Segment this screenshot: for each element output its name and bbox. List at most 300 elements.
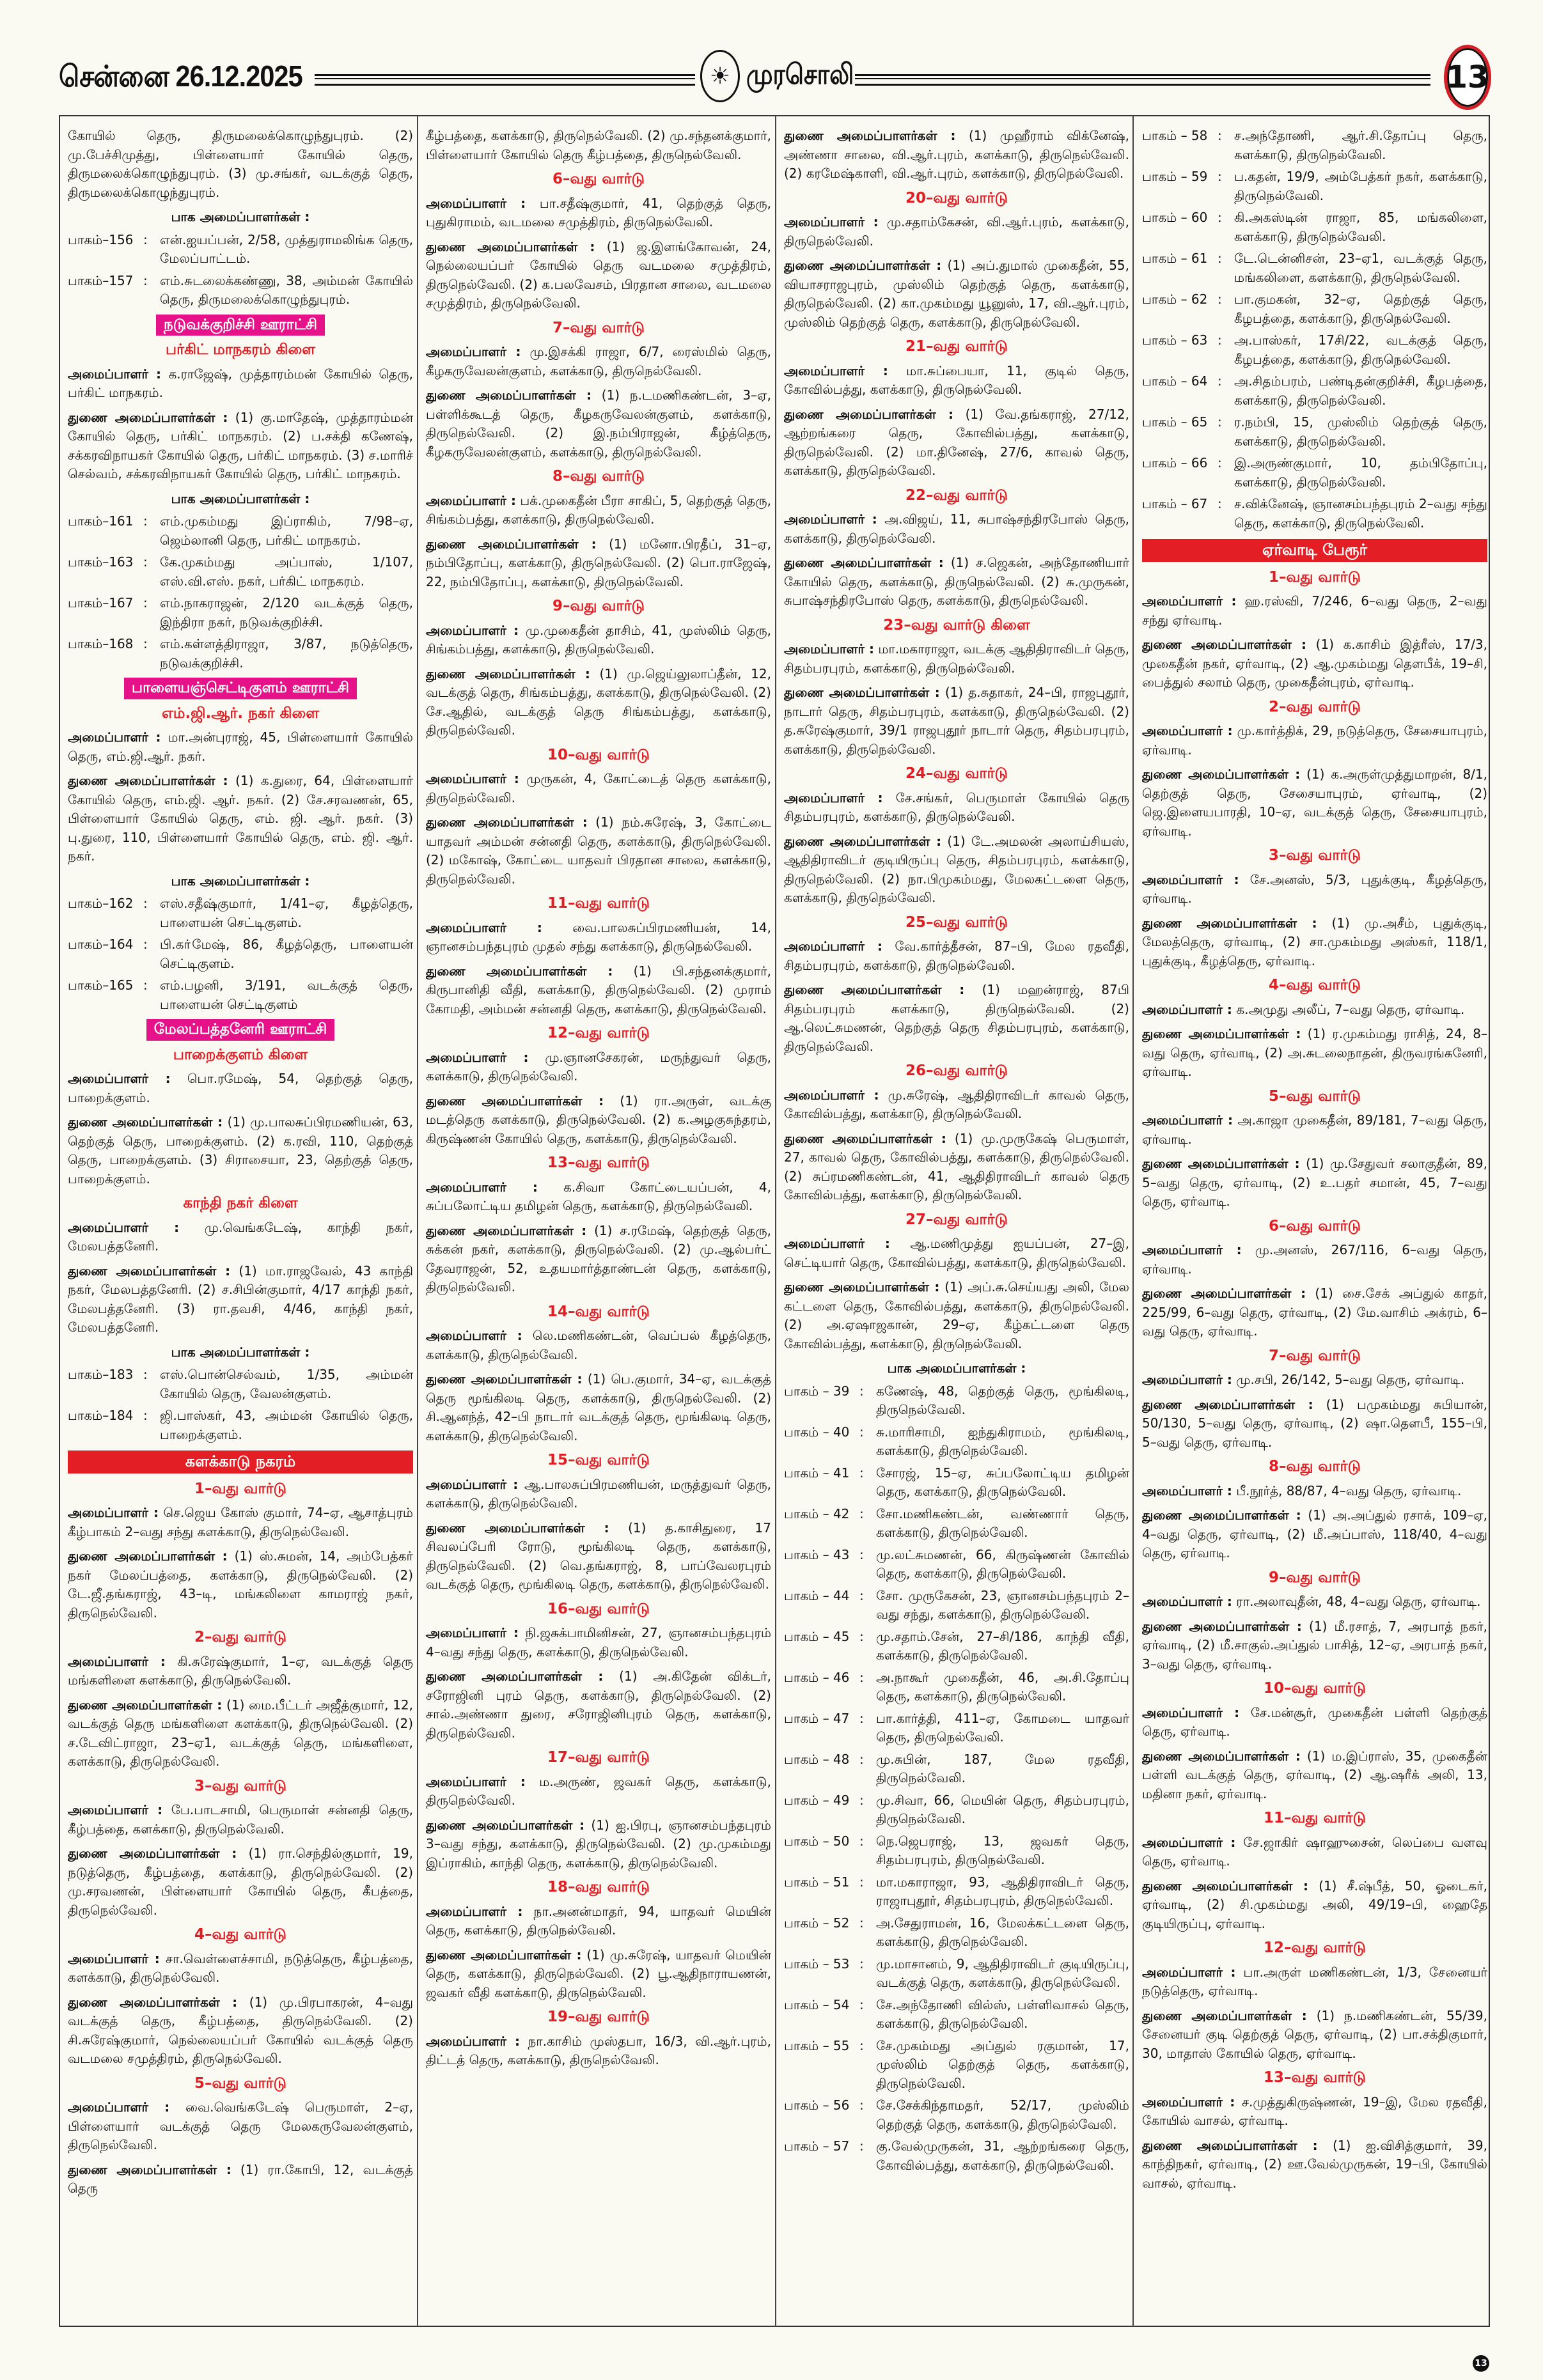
entry-paragraph	[1142, 1284, 1487, 1341]
entry-text: மு.வெங்கடேஷ், காந்தி நகர், மேலபத்தனேரி.	[68, 1219, 413, 1254]
panchayat-badge: பாளையஞ்செட்டிகுளம் ஊராட்சி	[124, 678, 357, 699]
booth-label: பாகம் – 44	[784, 1587, 850, 1603]
role-label: துணை அமைப்பாளர்கள் :	[426, 1947, 582, 1963]
ward-heading: 27–வது வார்டு	[905, 1211, 1008, 1228]
entry-paragraph	[784, 127, 1129, 183]
separator-colon: :	[859, 2097, 864, 2113]
entry-paragraph	[1142, 722, 1487, 759]
ward-heading: 17–வது வார்டு	[547, 1749, 650, 1766]
ward-heading: காந்தி நகர் கிளை	[183, 1195, 298, 1211]
entry-text: (1) மீ.ரசாத், 7, அரபாத் நகர், ஏர்வாடி, (2) மீ.சாகுல்.அப்துல் பாசித், 12–ஏ, அரபாத் நகர், 3–வது தெரு, ஏர்வாடி.	[1142, 1618, 1487, 1672]
separator-colon: :	[1218, 128, 1222, 143]
booth-entry	[68, 594, 413, 632]
booth-entry	[784, 1709, 1129, 1747]
entry-paragraph	[426, 535, 771, 592]
separator-colon: :	[859, 1915, 864, 1931]
ward-heading: 12–வது வார்டு	[547, 1025, 650, 1041]
entry-paragraph	[68, 365, 413, 403]
entry-text: (1) மா.ராஜவேல், 43 காந்தி நகர், மேலபத்தனேரி. (2) ச.சிபின்குமார், 4/17 காந்தி நகர், மேலபத்தனேரி. (3) ரா.தவசி, 4/46, காந்தி நகர், மேலபத்தனேரி.	[68, 1263, 413, 1335]
ward-heading: 26–வது வார்டு	[905, 1062, 1008, 1079]
separator-colon: :	[859, 2138, 864, 2154]
entry-paragraph	[426, 194, 771, 232]
ward-heading: 22–வது வார்டு	[905, 486, 1008, 504]
entry-paragraph	[1142, 1617, 1487, 1674]
section-banner: களக்காடு நகரம்	[68, 1451, 413, 1474]
entry-text: (1) நம்.சுரேஷ், 3, கோட்டை யாதவர் அம்மன் சன்னதி தெரு, களக்காடு, திருநெல்வேலி. (2) மகாேஷ், கோட்டை யாதவர் பிரதான சாலை, களக்காடு, திருநெல்வேலி.	[426, 814, 771, 887]
ward-heading: 9–வது வார்டு	[1268, 1569, 1361, 1586]
booth-entry	[784, 1873, 1129, 1911]
booth-label: பாகம்–165	[68, 977, 134, 993]
ward-heading: 16–வது வார்டு	[547, 1600, 650, 1617]
booth-entry	[68, 512, 413, 550]
ward-heading: 13–வது வார்டு	[1263, 2069, 1367, 2086]
separator-colon: :	[1218, 455, 1222, 471]
role-label: துணை அமைப்பாளர்கள் :	[784, 1130, 946, 1146]
booth-entry	[1142, 372, 1487, 410]
role-label: துணை அமைப்பாளர்கள் :	[426, 963, 613, 979]
role-label: அமைப்பாளர் :	[68, 1802, 163, 1817]
entry-paragraph	[1142, 635, 1487, 692]
booth-text: சே.சேக்கிந்தாமதர், 52/17, முஸ்லிம் தெற்குத் தெரு, களக்காடு, திருநெல்வேலி.	[876, 2097, 1129, 2132]
separator-colon: :	[859, 1751, 864, 1767]
role-label: துணை அமைப்பாளர்கள் :	[68, 1263, 231, 1279]
entry-paragraph	[426, 1475, 771, 1513]
role-label: அமைப்பாளர் :	[426, 771, 519, 786]
entry-paragraph	[426, 1092, 771, 1149]
entry-paragraph	[784, 937, 1129, 975]
entry-text: (1) ஐ.விசித்குமார், 39, காந்திநகர், ஏர்வாடி, (2) ஊ.வேல்முருகன், 19–பி, கோயில் வாசல், ஏர்வாடி.	[1142, 2137, 1487, 2191]
role-label: துணை அமைப்பாளர்கள் :	[1142, 2007, 1307, 2023]
booth-label: பாகம் – 53	[784, 1956, 850, 1972]
entry-paragraph	[68, 728, 413, 766]
entry-text: பா.அருள் மணிகண்டன், 1/3, சேனையர் நடுத்தெரு, ஏர்வாடி.	[1142, 1964, 1487, 1998]
booth-label: பாகம் – 65	[1142, 414, 1208, 430]
role-label: துணை அமைப்பாளர்கள் :	[1142, 1396, 1313, 1412]
role-label: துணை அமைப்பாளர்கள் :	[426, 1520, 609, 1536]
rising-sun-emblem-icon: ☀	[700, 50, 740, 102]
entry-text: (1) பமுகம்மது சுபியான், 50/130, 5–வது தெரு, ஏர்வாடி, (2) ஷா.தௌபீ, 155–பி, 5–வது தெரு, ஏர்வாடி.	[1142, 1396, 1487, 1450]
role-label: அமைப்பாளர் :	[784, 362, 888, 378]
entry-text: (1) சீ.ஷ்பீத், 50, ஓடைகர், ஏர்வாடி, (2) சி.முகம்மது அலி, 49/19–பி, ஹைதே குடியிருப்பு, ஏர்வாடி.	[1142, 1878, 1487, 1931]
role-label: துணை அமைப்பாளர்கள் :	[1142, 1748, 1301, 1764]
role-label: அமைப்பாளர் :	[426, 1476, 519, 1492]
entry-paragraph	[426, 1048, 771, 1086]
role-label: அமைப்பாளர் :	[784, 214, 879, 229]
booth-text: பா.குமகன், 32–ஏ, தெற்குத் தெரு, கீழபத்தை, களக்காடு, திருநெல்வேலி.	[1234, 292, 1487, 326]
entry-text: வை.வெங்கடேஷ் பெருமாள், 2–ஏ, பிள்ளையார் வடக்குத் தெரு மேலகருவேலன்குளம், திருநெல்வேலி.	[68, 2099, 413, 2152]
entry-paragraph	[1142, 914, 1487, 971]
role-label: அமைப்பாளர் :	[426, 492, 516, 508]
entry-paragraph	[426, 1902, 771, 1940]
booth-entry	[784, 1382, 1129, 1420]
entry-paragraph	[784, 554, 1129, 611]
booth-entry	[784, 1587, 1129, 1624]
booth-label: பாகம் – 54	[784, 1996, 850, 2012]
entry-paragraph	[1142, 1155, 1487, 1211]
ward-heading: 8–வது வார்டு	[552, 468, 645, 485]
entry-paragraph	[426, 1326, 771, 1364]
booth-entry	[784, 1750, 1129, 1788]
panchayat-badge: மேலப்பத்தனேரி ஊராட்சி	[146, 1019, 335, 1041]
separator-colon: :	[859, 1996, 864, 2012]
separator-colon: :	[1218, 373, 1222, 389]
role-label: துணை அமைப்பாளர்கள் :	[68, 409, 228, 425]
booth-entry	[784, 1423, 1129, 1461]
entry-text: பொ.ரமேஷ், 54, தெற்குத் தெரு, பாறைக்குளம்.	[68, 1071, 413, 1105]
entry-paragraph	[426, 492, 771, 529]
booth-text: மா.மகாராஜா, 93, ஆதிதிராவிடர் தெரு, ராஜாபுதூர், சிதம்பரபுரம், திருநெல்வேலி.	[876, 1874, 1129, 1908]
ward-heading: 8–வது வார்டு	[1268, 1458, 1361, 1475]
entry-paragraph	[68, 2161, 413, 2198]
booth-text: பி.கா்மேஷ், 86, கீழத்தெரு, பாளையன் செட்டிகுளம்.	[160, 937, 413, 971]
ward-heading: 18–வது வார்டு	[547, 1879, 650, 1895]
entry-paragraph	[784, 981, 1129, 1056]
booth-entry	[68, 553, 413, 591]
ward-heading: 3–வது வார்டு	[194, 1777, 287, 1794]
booth-text: மு.சதாம்.சேன், 27–சி/186, காந்தி வீதி, களக்காடு, திருநெல்வேலி.	[876, 1628, 1129, 1663]
ward-heading: பர்கிட் மாநகரம் கிளை	[165, 341, 316, 358]
role-label: துணை அமைப்பாளர்கள் :	[426, 1093, 604, 1108]
booth-label: பாகம் – 48	[784, 1751, 850, 1767]
role-label: துணை அமைப்பாளர்கள் :	[784, 685, 940, 700]
entry-text: அ.விஜய், 11, சுபாஷ்சந்திரபோஸ் தெரு, களக்காடு, திருநெல்வேலி.	[784, 511, 1129, 546]
separator-colon: :	[1218, 210, 1222, 225]
separator-colon: :	[859, 1956, 864, 1972]
role-label: அமைப்பாளர் :	[426, 1773, 526, 1789]
entry-paragraph	[68, 1653, 413, 1690]
entry-text: (1) மு.அசீம், புதுக்குடி, மேலத்தெரு, ஏர்வாடி, (2) சா.முகம்மது அஸ்கர், 118/1, புதுக்குடி, கீழத்தெரு, ஏர்வாடி.	[1142, 915, 1487, 968]
role-label: துணை அமைப்பாளர்கள் :	[784, 555, 944, 570]
role-label: அமைப்பாளர் :	[1142, 1372, 1232, 1387]
booth-entry	[784, 1996, 1129, 2034]
entry-text: (1) ர.முகம்மது ராசித், 24, 8–வது தெரு, ஏர்வாடி, (2) அ.சுடலைநாதன், திருவரங்கனேரி, ஏர்வாடி.	[1142, 1026, 1487, 1079]
entry-text: (1) முஹீராம் விக்னேஷ், அண்ணா சாலை, வி.ஆர்.புரம், களக்காடு, திருநெல்வேலி. (2) கரமேஷ்காளி, வி.ஆர்.புரம், களக்காடு, திருநெல்வேலி.	[784, 128, 1129, 181]
entry-paragraph	[784, 1234, 1129, 1272]
booth-entry	[784, 1955, 1129, 1993]
booth-label: பாகம்–164	[68, 937, 134, 952]
entry-paragraph	[426, 1773, 771, 1810]
booth-label: பாகம் – 42	[784, 1505, 850, 1521]
entry-text: சே.மன்சூர், முகைதீன் பள்ளி தெற்குத் தெரு, ஏர்வாடி.	[1142, 1704, 1487, 1739]
entry-text: (1) மஹன்ராஜ், 87பி சிதம்பரபுரம் களக்காடு, திருநெல்வேலி. (2) ஆ.லெட்சுமணன், தெற்குத் தெரு சிதம்பரபுரம், களக்காடு, திருநெல்வேலி.	[784, 982, 1129, 1054]
ward-heading: 5–வது வார்டு	[194, 2074, 287, 2092]
booth-entry	[1142, 331, 1487, 369]
entry-text: பே.பாடசாமி, பெருமாள் சன்னதி தெரு, கீழ்பத்தை, களக்காடு, திருநெல்வேலி.	[68, 1802, 413, 1837]
ward-heading: 20–வது வார்டு	[905, 189, 1008, 206]
ward-heading: 6–வது வார்டு	[552, 171, 645, 187]
ward-heading: பாறைக்குளம் கிளை	[173, 1046, 308, 1063]
role-label: அமைப்பாளர் :	[68, 1071, 171, 1086]
entry-text: (1) அப்.சு.செய்யது அலி, மேல கட்டளை தெரு, கோவில்பத்து, களக்காடு, திருநெல்வேலி. (2) அ.ஏஷாஜகான், 29–ஏ, கீழ்கட்டளை தெரு கோவில்பத்து, களக்காடு, திருநெல்வேலி.	[784, 1279, 1129, 1351]
role-label: அமைப்பாளர் :	[426, 1179, 538, 1195]
ward-heading: 11–வது வார்டு	[547, 895, 650, 912]
booth-entry	[784, 1914, 1129, 1952]
entry-paragraph	[426, 1370, 771, 1445]
separator-colon: :	[859, 1383, 864, 1399]
entry-paragraph	[426, 238, 771, 313]
entry-paragraph	[784, 510, 1129, 548]
entry-text: (1) பி.சந்தனக்குமார், கிருபானிதி வீதி, களக்காடு, திருநெல்வேலி. (2) முராம் கோமதி, அம்மன் சன்னதி தெரு, களக்காடு, திருநெல்வேலி.	[426, 963, 771, 1016]
role-label: அமைப்பாளர் :	[68, 1505, 159, 1520]
entry-paragraph	[1142, 2093, 1487, 2131]
booth-text: எம்.முகம்மது இப்ராகிம், 7/98–ஏ, ஜெம்லானி தெரு, பர்கிட் மாநகரம்.	[160, 513, 413, 548]
entry-paragraph	[1142, 1704, 1487, 1741]
role-label: அமைப்பாளர் :	[1142, 1594, 1232, 1609]
booth-text: சோ. முருகேசன், 23, ஞானசம்பந்தபுரம் 2–வது சந்து, களக்காடு, திருநெல்வேலி.	[876, 1587, 1129, 1622]
entry-paragraph	[68, 1844, 413, 1920]
role-label: அமைப்பாளர் :	[426, 195, 526, 211]
booth-text: ஜி.பாஸ்கர், 43, அம்மன் கோயில் தெரு, பாறைக்குளம்.	[160, 1408, 413, 1442]
separator-colon: :	[143, 554, 148, 570]
entry-paragraph	[1142, 1963, 1487, 2001]
booth-entry	[1142, 413, 1487, 451]
ward-heading: 3–வது வார்டு	[1268, 847, 1361, 864]
edition-date: சென்னை 26.12.2025	[59, 59, 302, 93]
entry-paragraph	[784, 683, 1129, 759]
role-label: அமைப்பாளர் :	[1142, 871, 1239, 887]
entry-paragraph	[426, 386, 771, 462]
role-label: துணை அமைப்பாளர்கள் :	[1142, 915, 1317, 931]
entry-text: சே.சங்கர், பெருமாள் கோயில் தெரு சிதம்பரபுரம், களக்காடு, திருநெல்வேலி.	[784, 789, 1129, 824]
booth-text: ச.விக்னேஷ், ஞானசம்பந்தபுரம் 2–வது சந்து தெரு, களக்காடு, திருநெல்வேலி.	[1234, 496, 1487, 531]
booth-text: கி.அகஸ்டின் ராஜா, 85, மங்கலிளை, களக்காடு, திருநெல்வேலி.	[1234, 210, 1487, 244]
role-label: அமைப்பாளர் :	[68, 1950, 160, 1966]
separator-colon: :	[859, 1874, 864, 1890]
entry-text: மு.சதாம்கேசன், வி.ஆர்.புரம், களக்காடு, திருநெல்வேலி.	[784, 214, 1129, 249]
separator-colon: :	[143, 595, 148, 611]
role-label: அமைப்பாளர் :	[1142, 1704, 1240, 1720]
entry-text: ம.அருண், ஜவகர் தெரு, களக்காடு, திருநெல்வேலி.	[426, 1773, 771, 1808]
separator-colon: :	[143, 977, 148, 993]
entry-text: (1) மு.ஜெய்லுலாப்தீன், 12, வடக்குத் தெரு, சிங்கம்பத்து, களக்காடு, திருநெல்வேலி. (2) சே.ஆதில், வடக்குத் தெரு சிங்கம்பத்து, களக்காடு, திருநெல்வேலி.	[426, 665, 771, 738]
entry-paragraph	[1142, 1833, 1487, 1871]
ward-heading: 10–வது வார்டு	[547, 746, 650, 763]
role-label: துணை அமைப்பாளர்கள் :	[1142, 2137, 1318, 2153]
entry-paragraph	[68, 1262, 413, 1337]
booth-label: பாகம் – 40	[784, 1424, 850, 1440]
separator-colon: :	[1218, 414, 1222, 430]
separator-colon: :	[859, 1505, 864, 1521]
section-banner: ஏர்வாடி பேரூர்	[1142, 539, 1487, 562]
booth-label: பாகம் – 55	[784, 2037, 850, 2053]
entry-text: (1) மு.பாலசுப்பிரமணியன், 63, தெற்குத் தெரு, பாறைக்குளம். (2) க.ரவி, 110, தெற்குத் தெரு, பாறைக்குளம். (3) சிராசையா, 23, தெற்குத் தெரு, பாறைக்குளம்.	[68, 1114, 413, 1186]
ward-heading: 24–வது வார்டு	[905, 765, 1008, 782]
role-label: துணை அமைப்பாளர்கள் :	[426, 1668, 604, 1684]
entry-paragraph	[1142, 2007, 1487, 2064]
entry-paragraph	[784, 640, 1129, 678]
entry-text: ஹ.ரஸ்வி, 7/246, 6–வது தெரு, 2–வது சந்து ஏர்வாடி.	[1142, 593, 1487, 628]
booth-entry	[68, 231, 413, 268]
paper-logo	[700, 50, 873, 102]
role-label: துணை அமைப்பாளர்கள் :	[1142, 1878, 1308, 1894]
ward-heading: 1–வது வார்டு	[1268, 568, 1361, 586]
header-rule	[315, 74, 695, 86]
entry-text: சே.அனஸ், 5/3, புதுக்குடி, கீழத்தெரு, ஏர்வாடி.	[1142, 871, 1487, 906]
entry-paragraph	[426, 1667, 771, 1743]
entry-text: (1) க.துரை, 64, பிள்ளையார் கோயில் தெரு, எம்.ஜி. ஆர். நகர். (2) சே.சரவணன், 65, பிள்ளையார் கோயில் தெரு, எம். ஜி. ஆர். நகர். (3) பு.துரை, 110, பிள்ளையார் கோயில் தெரு, எம். ஜி. ஆர். நகர்.	[68, 773, 413, 864]
booth-label: பாகம்–157	[68, 272, 134, 288]
entry-text: செ.ஜெய கோஸ் குமார், 74–ஏ, ஆசாத்புரம் கீழ்பாகம் 2–வது சந்து களக்காடு, திருநெல்வேலி.	[68, 1505, 413, 1539]
entry-paragraph	[784, 1086, 1129, 1124]
booth-label: பாகம் – 49	[784, 1792, 850, 1808]
booth-label: பாகம்–184	[68, 1408, 134, 1423]
entry-paragraph	[1142, 1506, 1487, 1563]
ward-heading: எம்.ஜி.ஆர். நகர் கிளை	[161, 704, 319, 722]
booth-label: பாகம் – 56	[784, 2097, 850, 2113]
ward-heading: 4–வது வார்டு	[1268, 977, 1361, 993]
role-label: துணை அமைப்பாளர்கள் :	[68, 1114, 223, 1130]
booth-text: எம்.நாகராஜன், 2/120 வடக்குத் தெரு, இந்திரா நகர், நடுவக்குறிச்சி.	[160, 595, 413, 630]
entry-text: (1) மனோ.பிரதீப், 31–ஏ, நம்பிதோப்பு, களக்காடு, திருநெல்வேலி. (2) பொ.ராஜேஷ், 22, நம்பிதோப்பு, களக்காடு, திருநெல்வேலி.	[426, 536, 771, 589]
role-label: அமைப்பாளர் :	[68, 2099, 170, 2115]
entry-paragraph	[68, 1113, 413, 1188]
separator-colon: :	[1218, 169, 1222, 184]
separator-colon: :	[859, 1424, 864, 1440]
booth-entry	[784, 1505, 1129, 1543]
separator-colon: :	[859, 1710, 864, 1726]
entry-text: (1) ந.மணிகண்டன், 55/39, சேனையர் குடி தெற்குத் தெரு, ஏர்வாடி, (2) பா.சக்திகுமார், 30, மாதாஸ் கோயில் தெரு, ஏர்வாடி.	[1142, 2007, 1487, 2061]
entry-text: சா.வெள்ளைச்சாமி, நடுத்தெரு, கீழ்பத்தை, களக்காடு, திருநெல்வேலி.	[68, 1950, 413, 1985]
booth-label: பாகம் – 41	[784, 1465, 850, 1481]
column-4	[1142, 127, 1487, 2319]
entry-text: (1) டே.அமலன் அலாய்சியஸ், ஆதிதிராவிடர் குடியிருப்பு தெரு, சிதம்பரபுரம், களக்காடு, திருநெல்வேலி. (2) நா.பிமுகம்மது, மேலகட்டளை தெரு, களக்காடு, திருநெல்வேலி.	[784, 833, 1129, 905]
booth-label: பாகம் – 52	[784, 1915, 850, 1931]
entry-text: (1) ம.இப்ராஸ், 35, முகைதீன் பள்ளி வடக்குத் தெரு, ஏர்வாடி, (2) ஆ.ஷரீக் அலி, 13, மதினா நகர், ஏர்வாடி.	[1142, 1748, 1487, 1801]
booth-entry	[784, 2037, 1129, 2094]
entry-paragraph	[784, 832, 1129, 908]
role-label: துணை அமைப்பாளர்கள் :	[426, 387, 592, 403]
role-label: துணை அமைப்பாளர்கள் :	[426, 814, 588, 830]
role-label: அமைப்பாளர் :	[1142, 1834, 1236, 1850]
entry-paragraph	[784, 213, 1129, 251]
entry-text: நி.ஜசுக்பாமினிசன், 27, ஞானசம்பந்தபுரம் 4–வது சந்து தெரு, களக்காடு, திருநெல்வேலி.	[426, 1625, 771, 1660]
booth-text: எம்.பழனி, 3/191, வடக்குத் தெரு, பாளையன் செட்டிகுளம்	[160, 977, 413, 1012]
role-label: துணை அமைப்பாளர்கள் :	[1142, 1507, 1301, 1523]
role-label: அமைப்பாளர் :	[68, 729, 161, 745]
entry-paragraph	[68, 772, 413, 866]
ward-heading: 7–வது வார்டு	[1268, 1347, 1361, 1364]
separator-colon: :	[859, 1669, 864, 1685]
booth-entry	[68, 272, 413, 309]
role-label: அமைப்பாளர் :	[1142, 723, 1233, 738]
booth-entry	[784, 1791, 1129, 1829]
booth-text: எஸ்.பொன்செல்வம், 1/35, அம்மன் கோயில் தெரு, வேலன்குளம்.	[160, 1367, 413, 1401]
booth-label: பாகம்–163	[68, 554, 134, 570]
entry-paragraph	[68, 1218, 413, 1256]
entry-paragraph	[68, 1696, 413, 1771]
column-2	[426, 127, 771, 2319]
entry-text: (1) ரா.செந்தில்குமார், 19, நடுத்தெரு, கீழ்பத்தை, களக்காடு, திருநெல்வேலி. (2) மு.சரவணன், பிள்ளையார் கோயில் தெரு, கீபத்தை, திருநெல்வேலி.	[68, 1846, 413, 1918]
booth-text: ர.நம்பி, 15, முஸ்லிம் தெற்குத் தெரு, களக்காடு, திருநெல்வேலி.	[1234, 414, 1487, 449]
separator-colon: :	[1218, 251, 1222, 266]
entry-text: லெ.மணிகண்டன், வெப்பல் கீழத்தெரு, களக்காடு, திருநெல்வேலி.	[426, 1328, 771, 1362]
entry-text: (1) அப்.துமால் முகைதீன், 55, வியாசராஜபுரம், முஸ்லிம் தெற்குத் தெரு, களக்காடு, திருநெல்வேலி. (2) கா.முகம்மது யூனுஸ், 17, வி.ஆர்.புரம், முஸ்லிம் தெற்குத் தெரு, களக்காடு, திருநெல்வேலி.	[784, 258, 1129, 330]
masthead	[59, 45, 1491, 115]
column-1	[68, 127, 413, 2319]
booth-label: பாகம் – 60	[1142, 210, 1208, 225]
booth-entry	[68, 894, 413, 932]
page-number-badge: 13	[1444, 45, 1491, 110]
entry-text: சே.ஜாகிர் ஷாஹுசைன், லெப்பை வளவு தெரு, ஏர்வாடி.	[1142, 1834, 1487, 1869]
header-rule	[855, 74, 1430, 86]
booth-label: பாகம் – 46	[784, 1669, 850, 1685]
entry-text: (1) அ.அப்துல் ரசாக், 109–ஏ, 4–வது தெரு, ஏர்வாடி, (2) மீ.அப்பாஸ், 118/40, 4–வது தெரு, ஏர்வாடி.	[1142, 1507, 1487, 1560]
booth-entry	[784, 1464, 1129, 1502]
entry-paragraph	[68, 1504, 413, 1541]
entry-text: (1) சை.சேக் அப்துல் காதர், 225/99, 6–வது தெரு, ஏர்வாடி, (2) மே.வாசிம் அக்ரம், 6–வது தெரு, ஏர்வாடி.	[1142, 1286, 1487, 1339]
role-label: துணை அமைப்பாளர்கள் :	[426, 1371, 583, 1387]
role-label: அமைப்பாளர் :	[1142, 2094, 1235, 2110]
entry-text: ரா.அலாவுதீன், 48, 4–வது தெரு, ஏர்வாடி.	[1236, 1594, 1481, 1609]
role-label: அமைப்பாளர் :	[784, 511, 877, 527]
role-label: துணை அமைப்பாளர்கள் :	[426, 1817, 585, 1833]
role-label: துணை அமைப்பாளர்கள் :	[1142, 766, 1301, 782]
entry-text: (1) மு.சுரேஷ், யாதவர் மெயின் தெரு, களக்காடு, திருநெல்வேலி. (2) பூ.ஆதிநாராயணன், ஜவகர் வீதி களக்காடு, திருநெல்வேலி.	[426, 1947, 771, 2000]
booth-label: பாகம் – 47	[784, 1710, 850, 1726]
entry-paragraph	[784, 789, 1129, 827]
entry-text: (1) ரா.கோபி, 12, வடக்குத் தெரு	[68, 2161, 413, 2196]
role-label: துணை அமைப்பாளர்கள் :	[426, 1222, 587, 1238]
booth-text: பா.கார்த்தி, 411–ஏ, கோமடை யாதவர் தெரு, திருநெல்வேலி.	[876, 1710, 1129, 1745]
booth-label: பாகம் – 64	[1142, 373, 1208, 389]
role-label: அமைப்பாளர் :	[1142, 1964, 1236, 1980]
entry-text: (1) மு.முருகேஷ் பெருமாள், 27, காவல் தெரு, கோவில்பத்து, களக்காடு, திருநெல்வேலி. (2) சுப்ரமணிகண்டன், 41, ஆதிதிராவிடர் காவல் தெரு கோவில்பத்து, களக்காடு, திருநெல்வேலி.	[784, 1130, 1129, 1202]
role-label: அமைப்பாளர் :	[426, 919, 542, 935]
ward-heading: 4–வது வார்டு	[194, 1926, 287, 1943]
role-label: துணை அமைப்பாளர்கள் :	[68, 2161, 231, 2177]
entry-text: (1) த.சுதாகர், 24–பி, ராஜபுதூர், நாடார் தெரு, சிதம்பரபுரம், களக்காடு, திருநெல்வேலி. (2) த.சுரேஷ்குமார், 39/1 ராஜபுதூர் நாடார் தெரு, சிதம்பரபுரம், களக்காடு, திருநெல்வேலி.	[784, 685, 1129, 757]
booth-text: சோரஜ், 15–ஏ, சுப்பலோட்டிய தமிழன் தெரு, களக்காடு, திருநெல்வேலி.	[876, 1465, 1129, 1499]
booth-label: பாகம்–162	[68, 896, 134, 911]
separator-colon: :	[1218, 292, 1222, 307]
role-label: துணை அமைப்பாளர்கள் :	[68, 1548, 228, 1564]
entry-paragraph	[426, 919, 771, 956]
role-label: துணை அமைப்பாளர்கள் :	[784, 128, 956, 143]
separator-colon: :	[1218, 496, 1222, 511]
role-label: துணை அமைப்பாளர்கள் :	[1142, 1026, 1301, 1041]
booth-label: பாகம்–167	[68, 595, 134, 611]
separator-colon: :	[859, 1587, 864, 1603]
role-label: துணை அமைப்பாளர்கள் :	[68, 1697, 223, 1713]
subheading: பாக அமைப்பாளர்கள் :	[171, 490, 310, 506]
entry-text: (1) ஐ.பிரபு, ஞானசம்பந்தபுரம் 3–வது சந்து, களக்காடு, திருநெல்வேலி. (2) மு.முகம்மது இப்ராகிம், காந்தி தெரு, களக்காடு, திருநெல்வேலி.	[426, 1817, 771, 1871]
booth-label: பாகம் – 51	[784, 1874, 850, 1890]
role-label: அமைப்பாளர் :	[426, 1903, 523, 1919]
role-label: துணை அமைப்பாளர்கள் :	[784, 406, 953, 422]
ward-heading: 13–வது வார்டு	[547, 1155, 650, 1171]
entry-text: நா.காசிம் முஸ்தபா, 16/3, வி.ஆர்.புரம், திட்டத் தெரு, களக்காடு, திருநெல்வேலி.	[426, 2033, 771, 2067]
entry-text: மா.அன்புராஜ், 45, பிள்ளையார் கோயில் தெரு, எம்.ஜி.ஆர். நகர்.	[68, 729, 413, 764]
booth-label: பாகம்–168	[68, 636, 134, 651]
separator-colon: :	[859, 1546, 864, 1562]
booth-label: பாகம் – 43	[784, 1546, 850, 1562]
entry-text: நா.அனன்மாதர், 94, யாதவர் மெயின் தெரு, களக்காடு, திருநெல்வேலி.	[426, 1903, 771, 1938]
subheading: பாக அமைப்பாளர்கள் :	[171, 873, 310, 889]
entry-text: மு.சபி, 26/142, 5–வது தெரு, ஏர்வாடி.	[1236, 1372, 1465, 1387]
ward-heading: 23–வது வார்டு கிளை	[883, 616, 1030, 634]
entry-paragraph	[426, 813, 771, 889]
entry-paragraph	[1142, 871, 1487, 908]
role-label: அமைப்பாளர் :	[784, 1236, 890, 1251]
role-label: அமைப்பாளர் :	[1142, 593, 1237, 609]
booth-label: பாகம் – 66	[1142, 455, 1208, 471]
booth-label: பாகம் – 61	[1142, 251, 1208, 266]
entry-text: ச.முத்துகிருஷ்ணன், 19–இ, மேல ரதவீதி, கோயில் வாசல், ஏர்வாடி.	[1142, 2094, 1487, 2128]
ward-heading: 2–வது வார்டு	[194, 1629, 287, 1645]
entry-text: மா.மகாராஜா, வடக்கு ஆதிதிராவிடர் தெரு, சிதம்பரபுரம், களக்காடு, திருநெல்வேலி.	[784, 641, 1129, 676]
role-label: அமைப்பாளர் :	[426, 1625, 519, 1640]
entry-paragraph	[1142, 1000, 1487, 1020]
